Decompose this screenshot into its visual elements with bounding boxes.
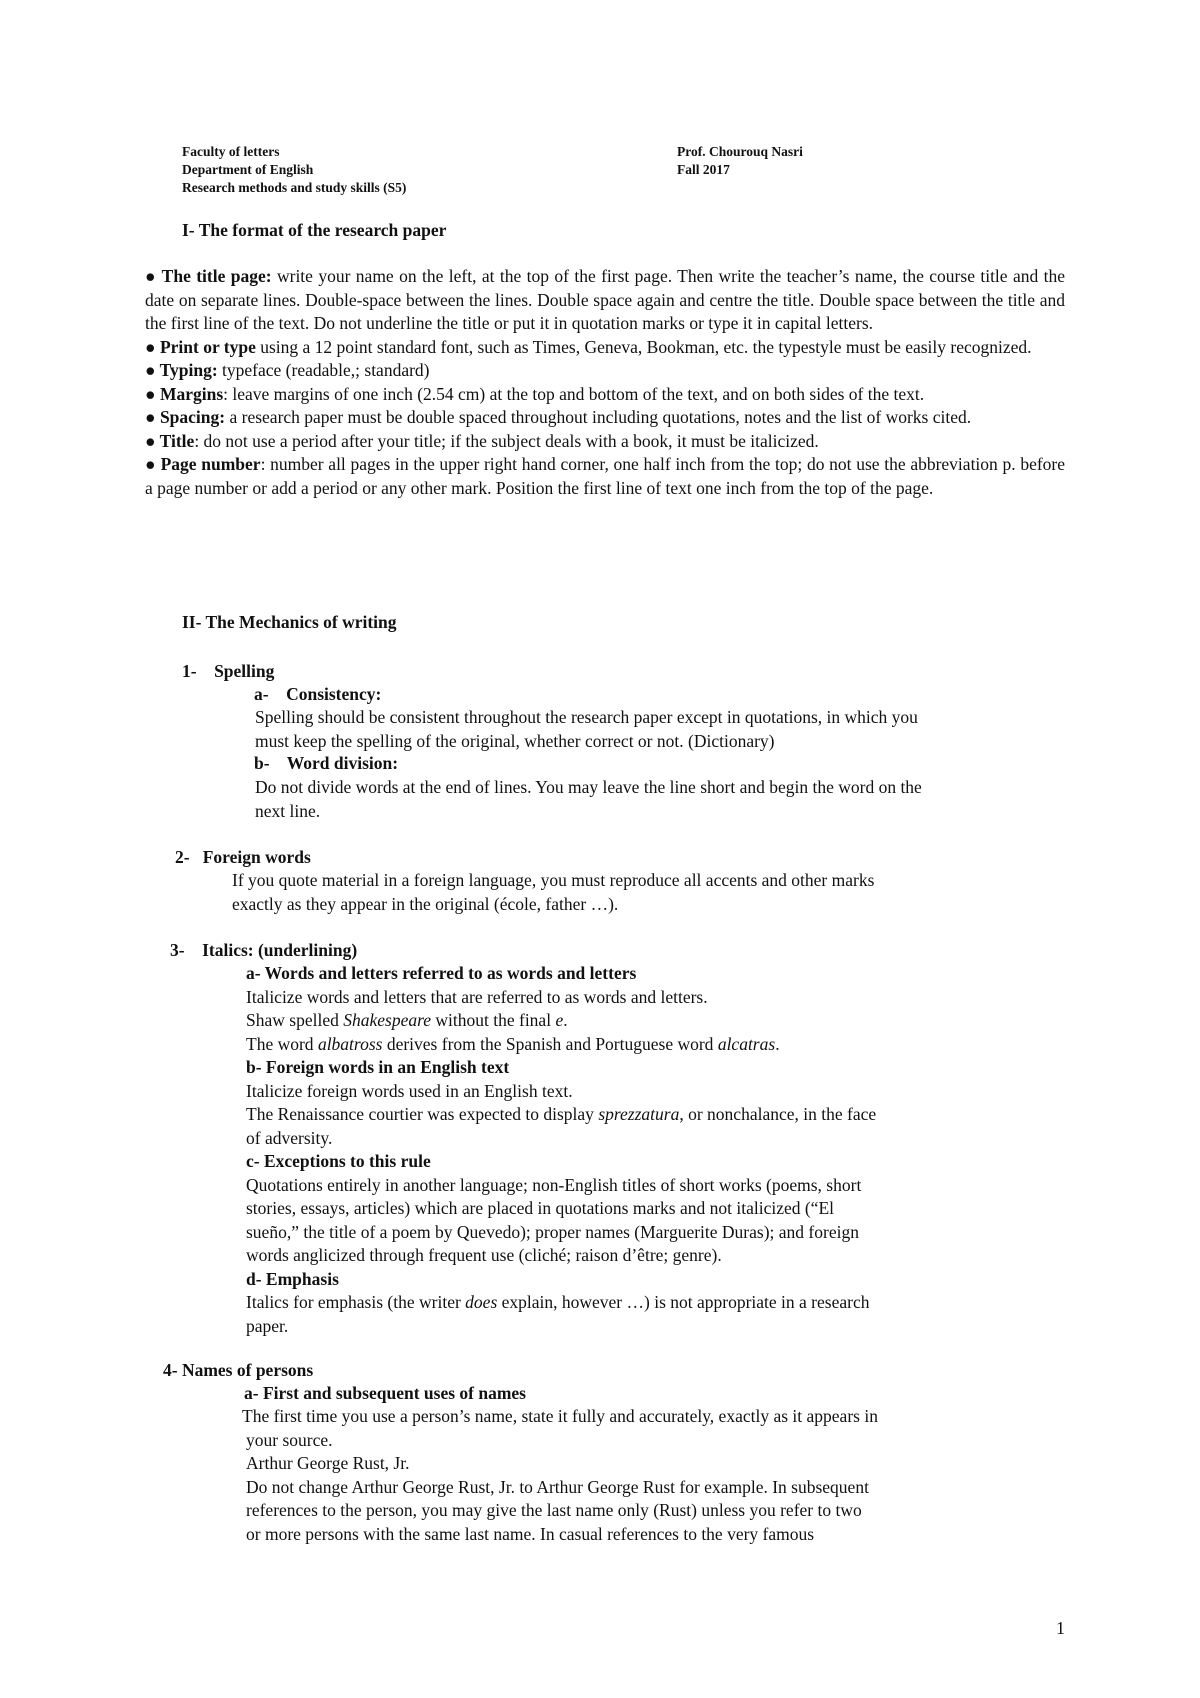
text-span: Shaw spelled	[246, 1010, 344, 1030]
text-span: derives from the Spanish and Portuguese word	[382, 1033, 718, 1054]
text-line: Italicize foreign words used in an English text.	[246, 1080, 573, 1101]
format-item-text: typeface (readable,; standard)	[217, 360, 430, 380]
text-line: exactly as they appear in the original (école, father …).	[232, 893, 619, 914]
format-item-text: write your name on the left, at the top of the first page. Then write the teacher’s name, the course title and the date on separate lines. Double-space between the lines. Double space again and centre the title. Double space between the title and the first line of the text. Do not underline the title or put it in quotation marks or type it in capital letters.	[145, 266, 1065, 333]
format-item-print	[145, 336, 1065, 360]
format-item-spacing	[145, 406, 1065, 430]
example-line	[246, 1009, 1066, 1033]
format-item-label: ● Margins	[145, 383, 224, 404]
format-item-text: a research paper must be double spaced throughout including quotations, notes and the list of works cited.	[225, 407, 972, 427]
word-division-text	[255, 776, 922, 823]
header-department: Department of English	[182, 162, 314, 177]
consistency-text	[255, 706, 918, 753]
names-heading: 4- Names of persons	[163, 1360, 314, 1380]
format-item-label: ● The title page:	[145, 266, 272, 286]
format-item-title	[145, 430, 1065, 454]
page-number: 1	[1056, 1618, 1065, 1638]
text-line: Arthur George Rust, Jr.	[246, 1453, 410, 1473]
text-span: The word	[246, 1033, 318, 1054]
text-line: must keep the spelling of the original, whether correct or not. (Dictionary)	[255, 730, 775, 751]
format-list	[145, 265, 1065, 500]
format-item-label: ● Page number	[145, 454, 261, 474]
format-item-label: ● Typing:	[145, 360, 218, 380]
format-item-margins	[145, 383, 1065, 407]
header-term: Fall 2017	[677, 162, 730, 177]
example-line	[246, 1033, 1066, 1057]
word-division-heading: b- Word division:	[254, 753, 399, 773]
text-line: Quotations entirely in another language; non-English titles of short works (poems, short	[246, 1174, 862, 1195]
italic-word: albatross	[317, 1033, 383, 1054]
text-line: or more persons with the same last name. In casual references to the very famous	[246, 1523, 815, 1544]
text-line: Spelling should be consistent throughout the research paper except in quotations, in which you	[255, 707, 918, 727]
text-line: stories, essays, articles) which are placed in quotations marks and not italicized (“El	[246, 1198, 835, 1218]
names-body	[242, 1405, 878, 1546]
text-line: sueño,” the title of a poem by Quevedo); proper names (Marguerite Duras); and foreign	[246, 1221, 859, 1242]
text-span: The Renaissance courtier was expected to display	[246, 1104, 599, 1124]
section1-title: I- The format of the research paper	[182, 220, 447, 240]
italic-word: alcatras	[717, 1033, 776, 1054]
italic-word: sprezzatura	[598, 1104, 680, 1124]
text-span: .	[563, 1010, 568, 1030]
text-span: , or nonchalance, in the face	[679, 1104, 877, 1124]
italic-word: e	[555, 1010, 564, 1030]
format-item-text: using a 12 point standard font, such as Times, Geneva, Bookman, etc. the typestyle must be easily recognized.	[255, 336, 1032, 357]
names-a-heading: a- First and subsequent uses of names	[244, 1383, 526, 1403]
format-item-text: : leave margins of one inch (2.54 cm) at the top and bottom of the text, and on both sides of the text.	[223, 383, 925, 404]
foreign-words-text	[232, 869, 874, 916]
text-span: explain, however …) is not appropriate in a research	[497, 1292, 870, 1312]
format-item-label: ● Spacing:	[145, 407, 226, 427]
italics-heading: 3- Italics: (underlining)	[170, 940, 358, 960]
format-item-page-number	[145, 453, 1065, 500]
italic-word: does	[465, 1292, 498, 1312]
text-line: next line.	[255, 800, 321, 821]
section2-title: II- The Mechanics of writing	[182, 612, 397, 632]
text-line: paper.	[246, 1315, 289, 1336]
header-right	[677, 143, 803, 179]
format-item-text: : number all pages in the upper right hand corner, one half inch from the top; do not use the abbreviation p. before a page number or add a period or any other mark. Position the first line of text one inch from the top of the page.	[145, 454, 1066, 498]
italics-d-heading: d- Emphasis	[246, 1268, 339, 1289]
text-line: words anglicized through frequent use (cliché; raison d’être; genre).	[246, 1245, 722, 1265]
text-line: of adversity.	[246, 1127, 333, 1148]
italics-body	[246, 962, 1066, 1338]
text-line: your source.	[246, 1429, 333, 1450]
format-item-label: ● Print or type	[145, 336, 256, 357]
text-line: Do not divide words at the end of lines. You may leave the line short and begin the word on the	[255, 777, 922, 797]
italic-word: Shakespeare	[343, 1010, 432, 1030]
text-line: Do not change Arthur George Rust, Jr. to Arthur George Rust for example. In subsequent	[246, 1476, 869, 1497]
header-faculty: Faculty of letters	[182, 144, 280, 159]
italics-b-heading: b- Foreign words in an English text	[246, 1057, 510, 1077]
consistency-heading: a- Consistency:	[254, 684, 382, 704]
format-item-title-page	[145, 265, 1065, 336]
format-item-typing	[145, 359, 1065, 383]
text-line: The first time you use a person’s name, state it fully and accurately, exactly as it appears in	[242, 1406, 878, 1426]
text-line: If you quote material in a foreign language, you must reproduce all accents and other marks	[232, 870, 875, 890]
spelling-heading: 1- Spelling	[182, 661, 275, 681]
header-course: Research methods and study skills (S5)	[182, 180, 407, 195]
text-span: .	[775, 1033, 780, 1054]
text-span: Italics for emphasis (the writer	[246, 1292, 466, 1312]
header-professor: Prof. Chourouq Nasri	[677, 144, 803, 159]
format-item-text: : do not use a period after your title; if the subject deals with a book, it must be italicized.	[194, 430, 819, 451]
italics-c-heading: c- Exceptions to this rule	[246, 1151, 431, 1171]
text-line: references to the person, you may give the last name only (Rust) unless you refer to two	[246, 1500, 862, 1520]
example-line	[246, 1103, 1066, 1127]
header-left	[182, 143, 406, 197]
example-line	[246, 1291, 1066, 1315]
text-span: without the final	[431, 1010, 556, 1030]
foreign-words-heading: 2- Foreign words	[175, 847, 311, 867]
format-item-label: ● Title	[145, 430, 195, 451]
italics-a-heading: a- Words and letters referred to as words and letters	[246, 963, 637, 983]
text-line: Italicize words and letters that are referred to as words and letters.	[246, 986, 708, 1007]
